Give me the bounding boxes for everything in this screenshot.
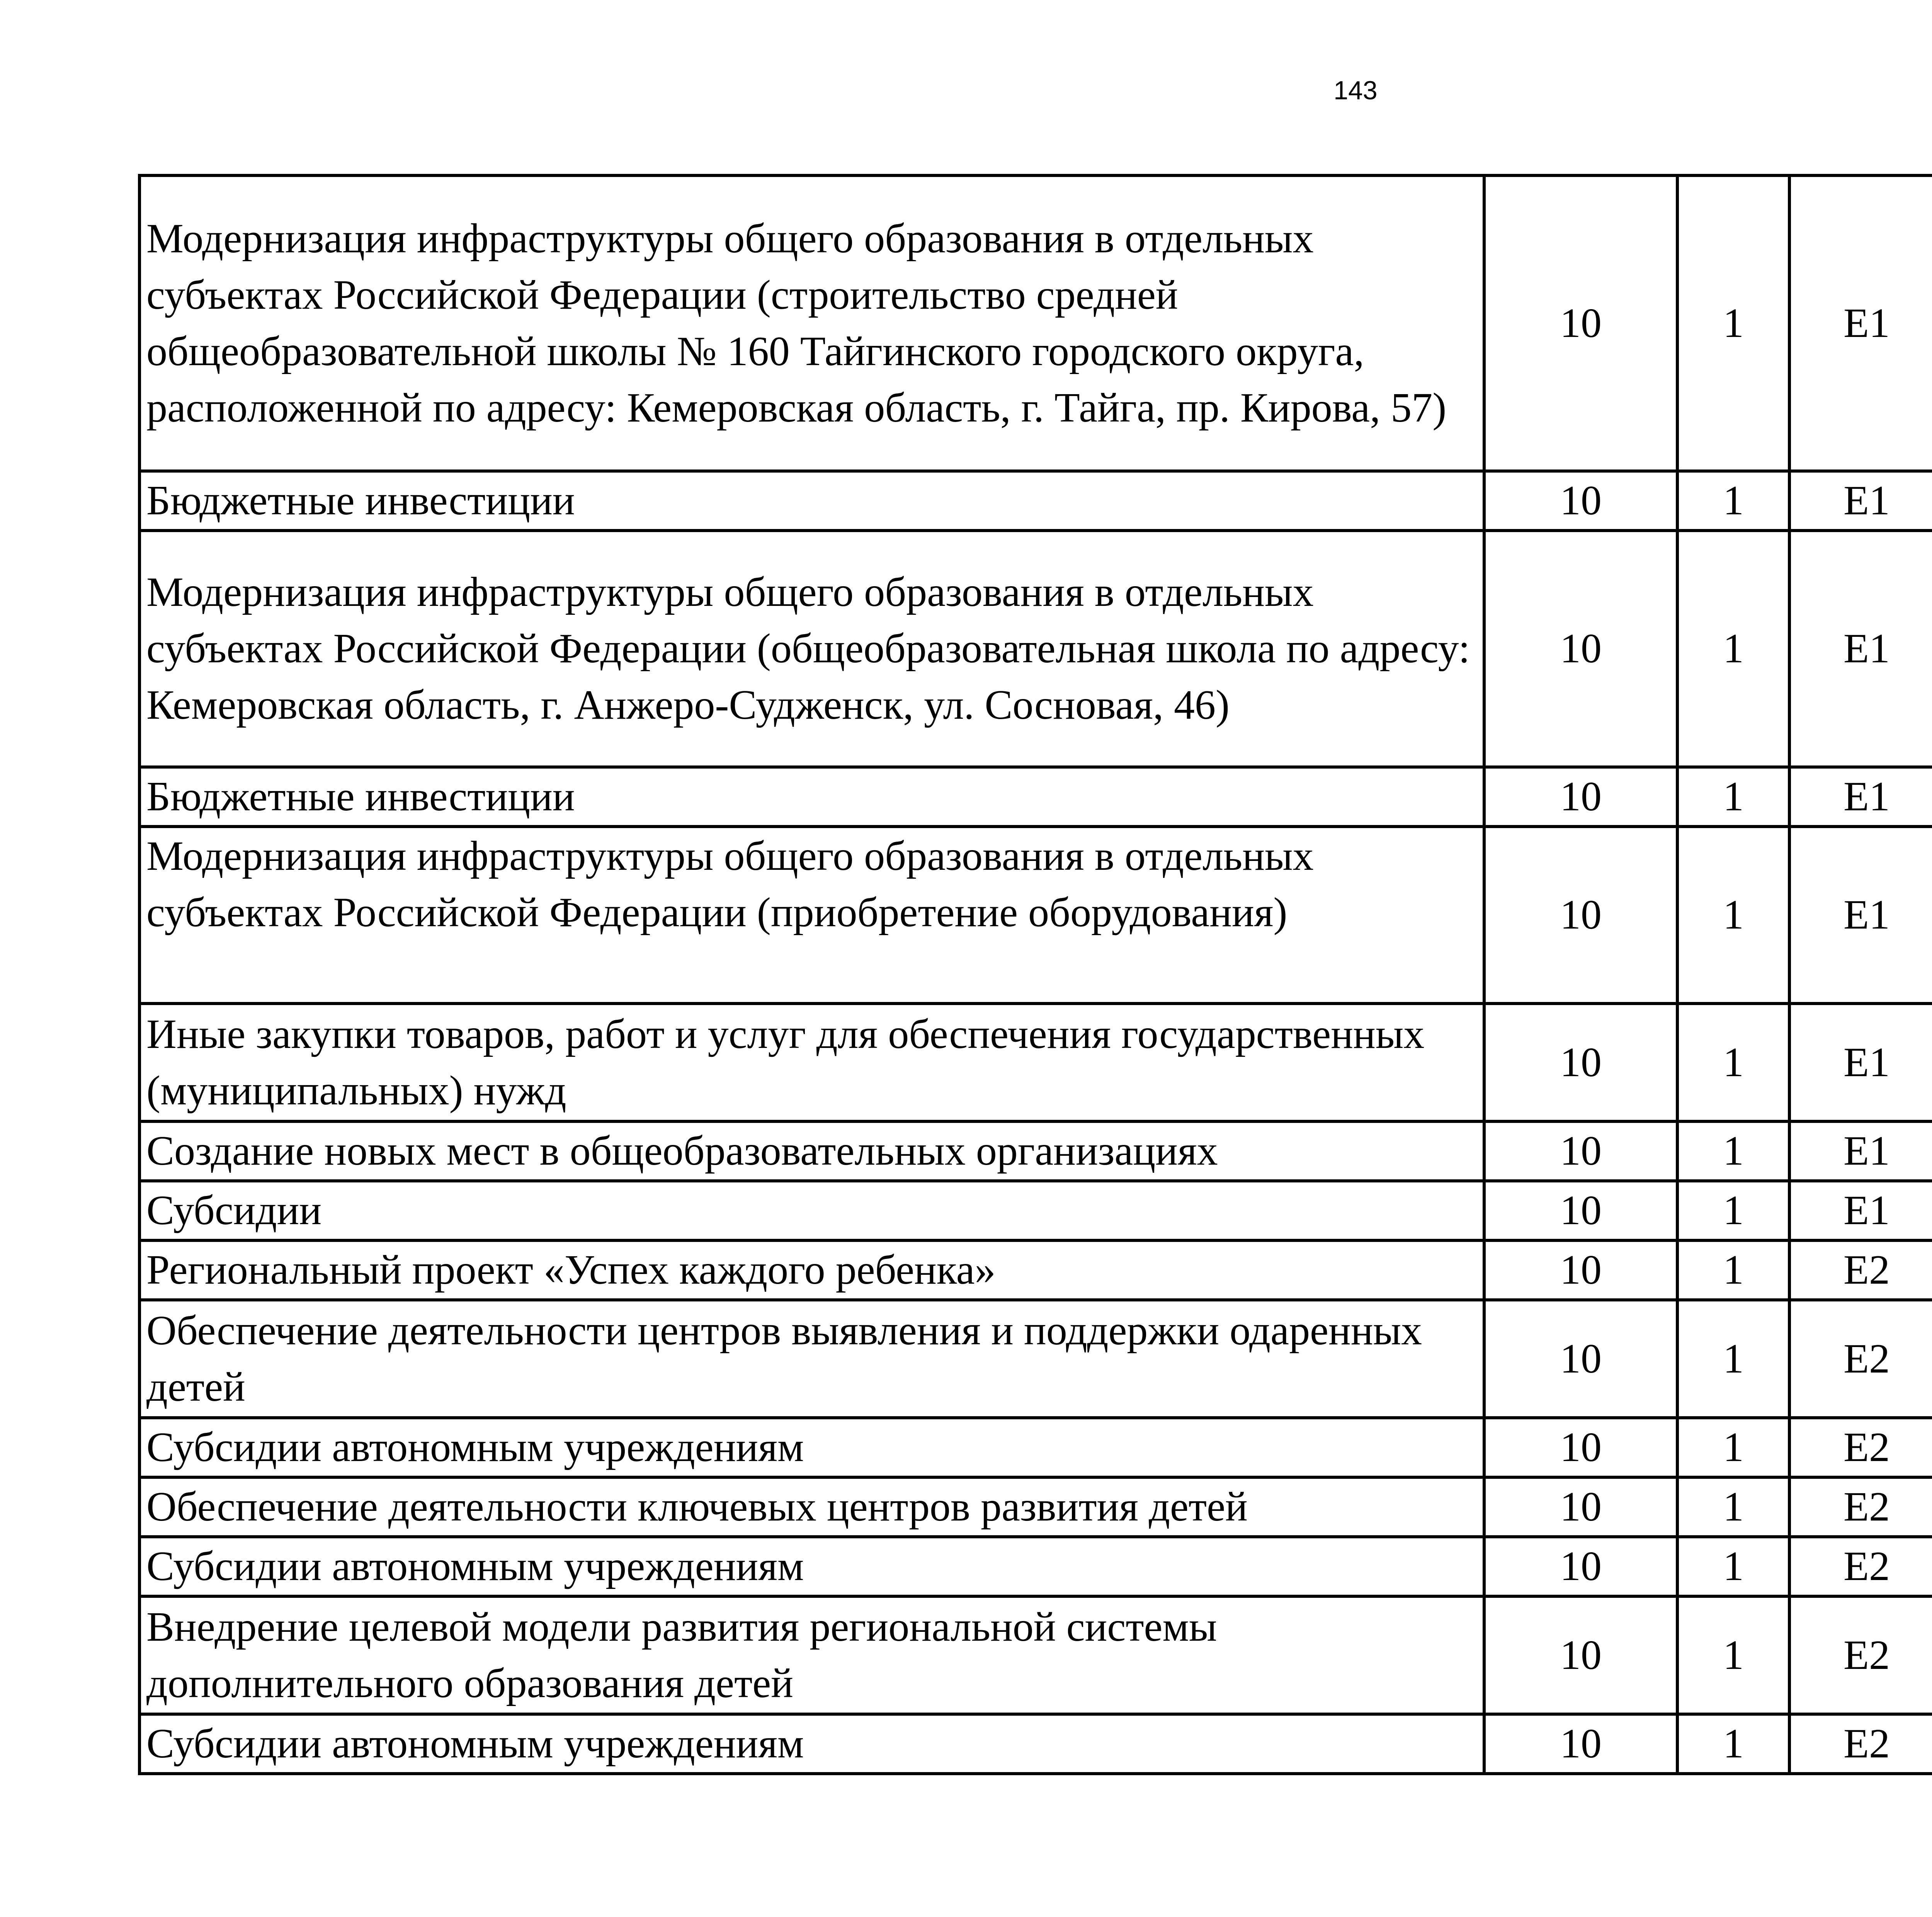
subsection-code: 1	[1677, 1418, 1789, 1477]
subsection-code: 1	[1677, 531, 1789, 767]
table-row	[139, 175, 1932, 471]
subsection-code: 1	[1677, 1537, 1789, 1596]
section-code: 10	[1484, 1300, 1677, 1418]
subsection-code: 1	[1677, 827, 1789, 1004]
row-name: Региональный проект «Успех каждого ребенка»	[139, 1240, 1484, 1300]
project-code: Е2	[1789, 1418, 1932, 1477]
project-code: Е1	[1789, 175, 1932, 471]
row-name: Внедрение целевой модели развития региональной системы дополнительного образования детей	[139, 1596, 1484, 1714]
row-name: Обеспечение деятельности центров выявления и поддержки одаренных детей	[139, 1300, 1484, 1418]
subsection-code: 1	[1677, 1477, 1789, 1537]
table-row	[139, 1537, 1932, 1596]
page-number: 143	[1333, 76, 1378, 105]
project-code: Е1	[1789, 471, 1932, 531]
subsection-code: 1	[1677, 1300, 1789, 1418]
subsection-code: 1	[1677, 1181, 1789, 1240]
table-row	[139, 1240, 1932, 1300]
table-row	[139, 471, 1932, 531]
project-code: Е2	[1789, 1300, 1932, 1418]
table-row	[139, 531, 1932, 767]
subsection-code: 1	[1677, 471, 1789, 531]
table-row	[139, 1418, 1932, 1477]
section-code: 10	[1484, 1418, 1677, 1477]
section-code: 10	[1484, 1121, 1677, 1181]
subsection-code: 1	[1677, 1121, 1789, 1181]
section-code: 10	[1484, 1240, 1677, 1300]
section-code: 10	[1484, 1537, 1677, 1596]
row-name: Модернизация инфраструктуры общего образования в отдельных субъектах Российской Федерации (общеобразовательная школа по адресу: Кемеровская область, г. Анжеро-Судженск, ул. Сосновая, 46)	[139, 531, 1484, 767]
project-code: Е1	[1789, 1004, 1932, 1121]
row-name: Иные закупки товаров, работ и услуг для обеспечения государственных (муниципальных) нужд	[139, 1004, 1484, 1121]
project-code: Е2	[1789, 1537, 1932, 1596]
subsection-code: 1	[1677, 1596, 1789, 1714]
row-name: Модернизация инфраструктуры общего образования в отдельных субъектах Российской Федерации (строительство средней общеобразовательной школы № 160 Тайгинского городского округа, расположенной по адресу: Кемеровская область, г. Тайга, пр. Кирова, 57)	[139, 175, 1484, 471]
row-name: Субсидии	[139, 1181, 1484, 1240]
project-code: Е2	[1789, 1714, 1932, 1774]
section-code: 10	[1484, 1004, 1677, 1121]
row-name: Субсидии автономным учреждениям	[139, 1714, 1484, 1774]
table-row	[139, 1714, 1932, 1774]
section-code: 10	[1484, 175, 1677, 471]
row-name: Субсидии автономным учреждениям	[139, 1537, 1484, 1596]
section-code: 10	[1484, 531, 1677, 767]
table-row	[139, 767, 1932, 827]
budget-table	[138, 174, 1932, 1775]
table-row	[139, 1596, 1932, 1714]
row-name: Обеспечение деятельности ключевых центров развития детей	[139, 1477, 1484, 1537]
project-code: Е1	[1789, 767, 1932, 827]
project-code: Е2	[1789, 1596, 1932, 1714]
section-code: 10	[1484, 1714, 1677, 1774]
subsection-code: 1	[1677, 1714, 1789, 1774]
section-code: 10	[1484, 1477, 1677, 1537]
project-code: Е1	[1789, 827, 1932, 1004]
subsection-code: 1	[1677, 1004, 1789, 1121]
row-name: Модернизация инфраструктуры общего образования в отдельных субъектах Российской Федерации (приобретение оборудования)	[139, 827, 1484, 1004]
section-code: 10	[1484, 827, 1677, 1004]
subsection-code: 1	[1677, 175, 1789, 471]
table-row	[139, 1121, 1932, 1181]
table-row	[139, 827, 1932, 1004]
table-row	[139, 1004, 1932, 1121]
section-code: 10	[1484, 1181, 1677, 1240]
row-name: Субсидии автономным учреждениям	[139, 1418, 1484, 1477]
project-code: Е2	[1789, 1477, 1932, 1537]
row-name: Создание новых мест в общеобразовательных организациях	[139, 1121, 1484, 1181]
table-row	[139, 1477, 1932, 1537]
table-row	[139, 1300, 1932, 1418]
project-code: Е1	[1789, 531, 1932, 767]
project-code: Е1	[1789, 1181, 1932, 1240]
project-code: Е2	[1789, 1240, 1932, 1300]
row-name: Бюджетные инвестиции	[139, 767, 1484, 827]
section-code: 10	[1484, 767, 1677, 827]
section-code: 10	[1484, 471, 1677, 531]
subsection-code: 1	[1677, 1240, 1789, 1300]
row-name: Бюджетные инвестиции	[139, 471, 1484, 531]
section-code: 10	[1484, 1596, 1677, 1714]
table-row	[139, 1181, 1932, 1240]
subsection-code: 1	[1677, 767, 1789, 827]
project-code: Е1	[1789, 1121, 1932, 1181]
